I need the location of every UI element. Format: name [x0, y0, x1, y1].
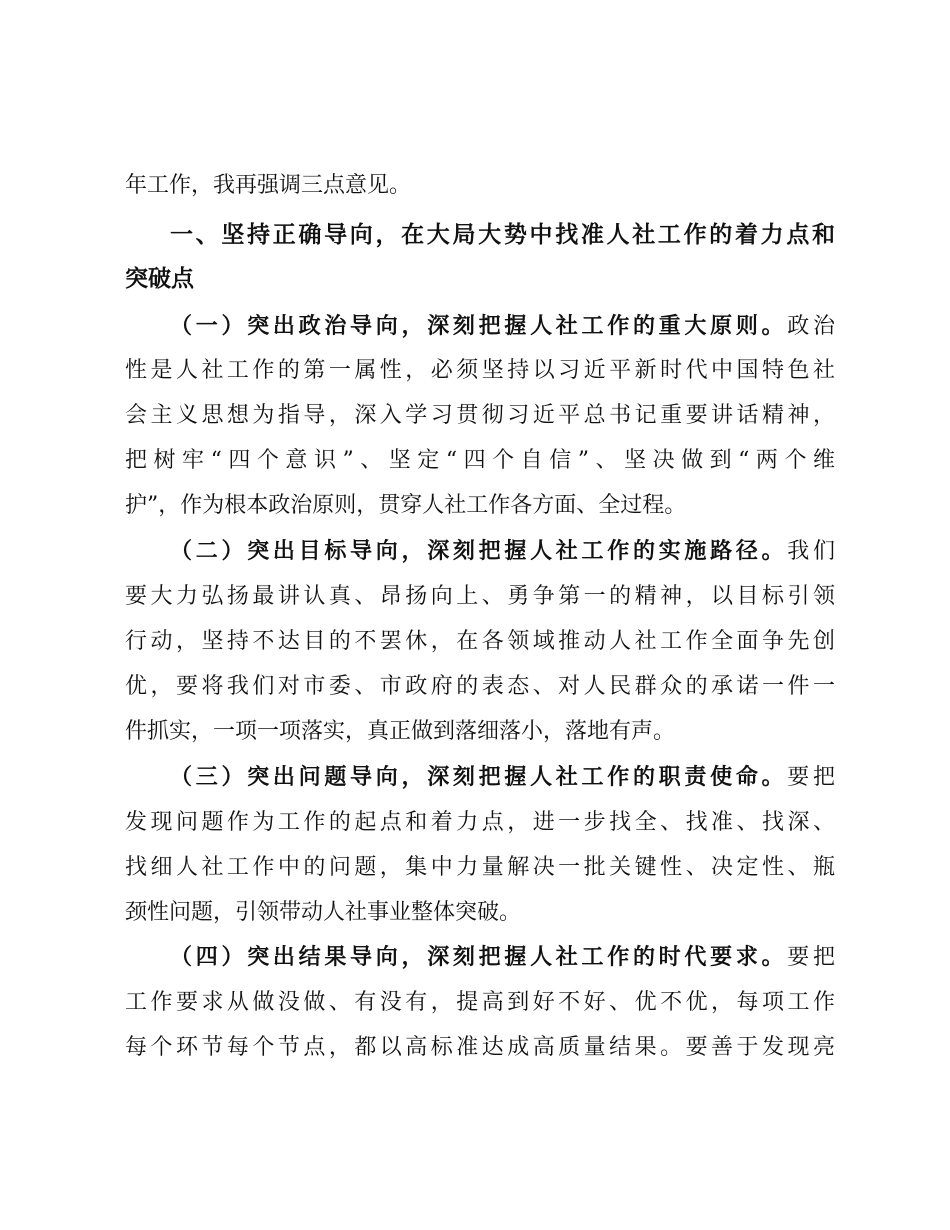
- paragraph-1-first-line: [170, 304, 835, 350]
- paragraph-3-line: 找细人社工作中的问题，集中力量解决一批关键性、决定性、瓶: [125, 855, 835, 880]
- paragraph-3-label: （三）突出问题导向，深刻把握人社工作的职责使命。: [170, 765, 788, 790]
- paragraph-1-line: 会主义思想为指导，深入学习贯彻习近平总书记重要讲话精神，: [125, 403, 835, 428]
- paragraph-3-line: 颈性问题，引领带动人社事业整体突破。: [125, 900, 522, 925]
- paragraph-3-first-rest: 要把: [787, 765, 835, 790]
- paragraph-4-line: 工作要求从做没做、有没有，提高到好不好、优不优，每项工作: [125, 990, 835, 1015]
- paragraph-2-line: 优，要将我们对市委、市政府的表态、对人民群众的承诺一件一: [125, 674, 835, 699]
- section-heading-line-2: 突破点: [125, 266, 194, 292]
- opening-line: 年工作，我再强调三点意见。: [125, 173, 412, 198]
- paragraph-2-label: （二）突出目标导向，深刻把握人社工作的实施路径。: [170, 539, 788, 564]
- paragraph-2-line: 要大力弘扬最讲认真、昂扬向上、勇争第一的精神，以目标引领: [125, 584, 835, 609]
- paragraph-2-line: 件抓实，一项一项落实，真正做到落细落小，落地有声。: [125, 719, 676, 744]
- paragraph-2-line: 行动，坚持不达目的不罢休，在各领域推动人社工作全面争先创: [125, 629, 835, 654]
- paragraph-3-first-line: [170, 755, 835, 801]
- paragraph-1-line: 性是人社工作的第一属性，必须坚持以习近平新时代中国特色社: [125, 358, 835, 383]
- paragraph-4-line: 每个环节每个节点，都以高标准达成高质量结果。要善于发现亮: [125, 1035, 835, 1060]
- paragraph-2-first-rest: 我们: [787, 539, 835, 564]
- paragraph-1-label: （一）突出政治导向，深刻把握人社工作的重大原则。: [170, 314, 788, 339]
- paragraph-3-line: 发现问题作为工作的起点和着力点，进一步找全、找准、找深、: [125, 810, 835, 835]
- section-heading-line-1: 一、坚持正确导向，在大局大势中找准人社工作的着力点和: [170, 222, 835, 248]
- paragraph-2-first-line: [170, 529, 835, 575]
- paragraph-4-first-rest: 要把: [787, 945, 835, 970]
- paragraph-4-first-line: [170, 935, 835, 981]
- paragraph-1-line: 护”，作为根本政治原则，贯穿人社工作各方面、全过程。: [125, 493, 687, 518]
- paragraph-4-label: （四）突出结果导向，深刻把握人社工作的时代要求。: [170, 945, 788, 970]
- paragraph-1-first-rest: 政治: [787, 314, 835, 339]
- paragraph-1-line: 把树牢“四个意识”、坚定“四个自信”、坚决做到“两个维: [125, 448, 835, 473]
